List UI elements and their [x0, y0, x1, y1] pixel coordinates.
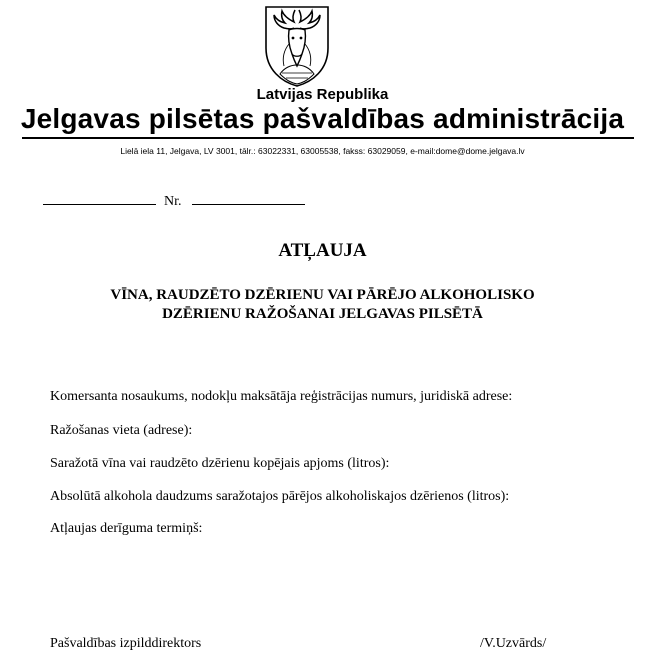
field-company-details: Komersanta nosaukums, nodokļu maksātāja reģistrācijas numurs, juridiskā adrese: — [50, 389, 513, 404]
administration-title: Jelgavas pilsētas pašvaldības administrācija — [20, 103, 625, 134]
contact-details: Lielā iela 11, Jelgava, LV 3001, tālr.: 63022331, 63005538, fakss: 63029059, e-mail:dome@dome.jelgava.lv — [120, 146, 525, 156]
field-validity-term: Atļaujas derīguma termiņš: — [50, 521, 203, 536]
header-divider — [22, 137, 634, 139]
subtitle-line: DZĒRIENU RAŽOŠANAI JELGAVAS PILSĒTĀ — [162, 306, 483, 322]
date-blank — [43, 190, 156, 205]
signer-name: /V.Uzvārds/ — [480, 636, 547, 651]
signer-position: Pašvaldības izpilddirektors — [50, 636, 202, 651]
field-production-place: Ražošanas vieta (adrese): — [50, 423, 193, 438]
field-wine-volume: Saražotā vīna vai raudzēto dzērienu kopējais apjoms (litros): — [50, 456, 390, 471]
field-alcohol-amount: Absolūtā alkohola daudzums saražotajos pārējos alkoholiskajos dzērienos (litros): — [50, 489, 510, 504]
document-subtitle — [40, 286, 605, 324]
subtitle-line: VĪNA, RAUDZĒTO DZĒRIENU VAI PĀRĒJO ALKOHOLISKO — [110, 287, 535, 303]
number-label: Nr. — [164, 194, 182, 209]
republic-name: Latvijas Republika — [256, 86, 389, 103]
coat-of-arms-icon — [262, 4, 332, 88]
document-title: ATĻAUJA — [278, 240, 367, 261]
document-number-line — [43, 190, 305, 210]
number-blank — [192, 190, 305, 205]
